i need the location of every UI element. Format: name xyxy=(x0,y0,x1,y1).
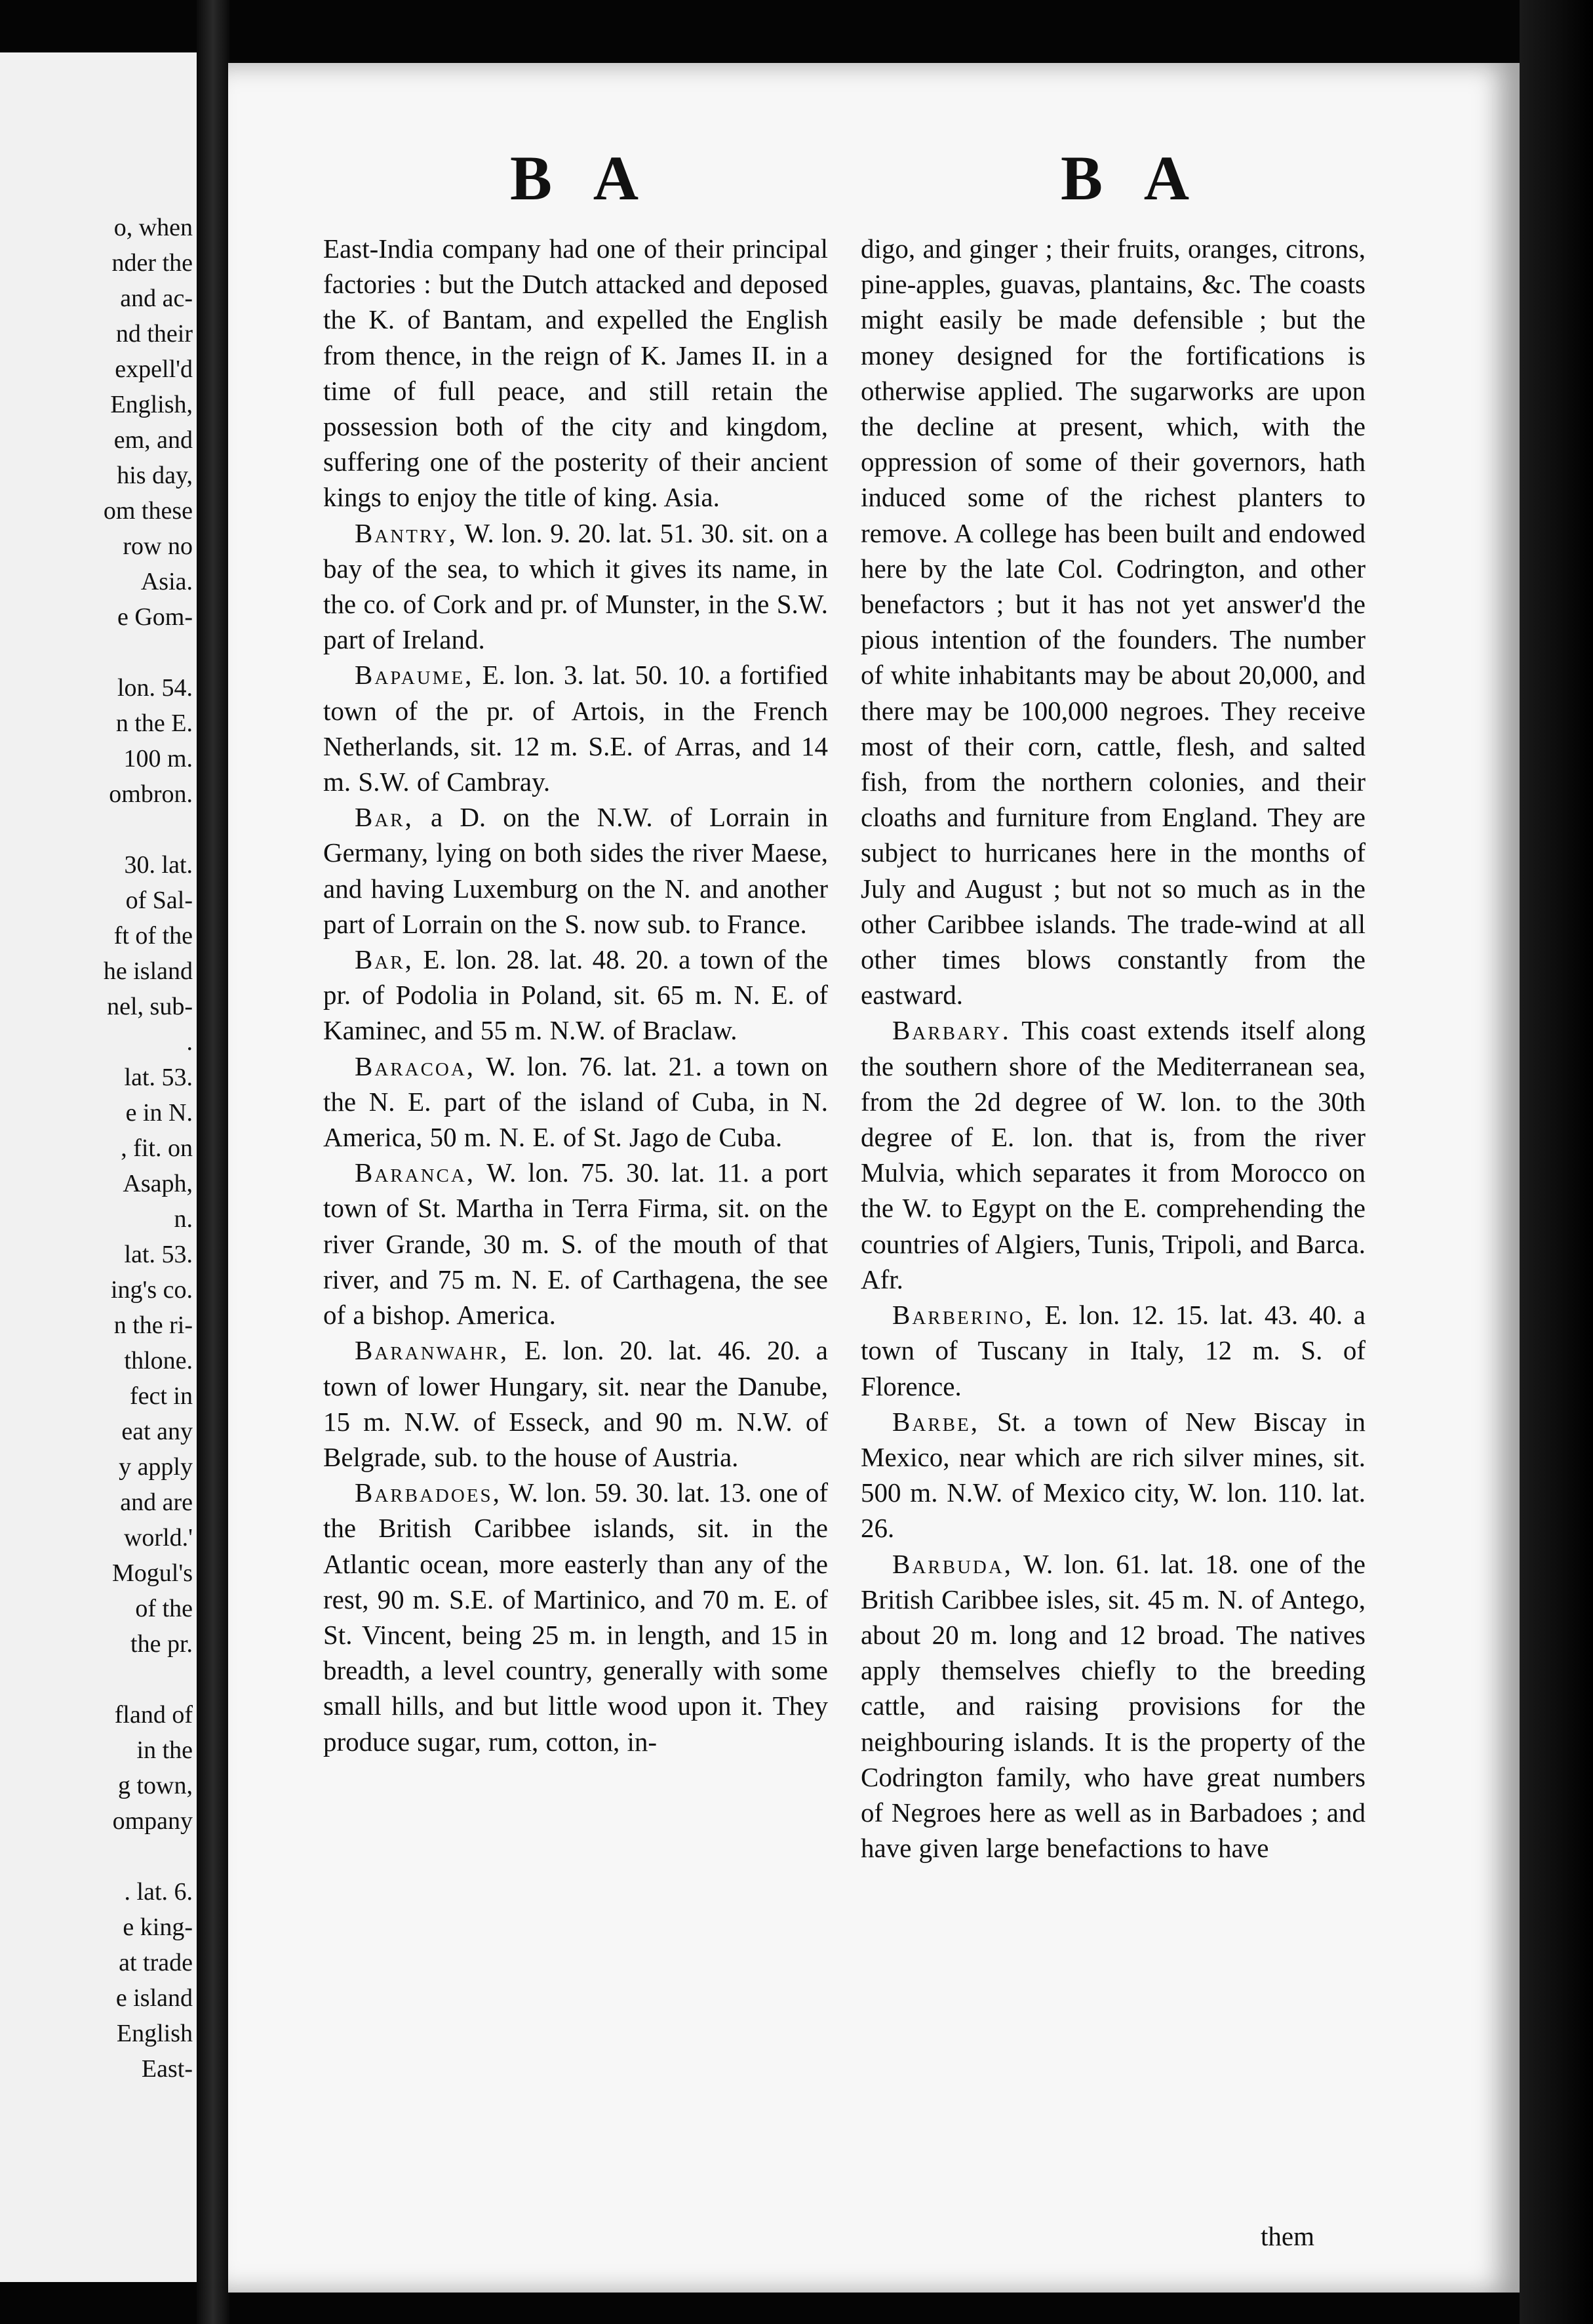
entry-baracoa xyxy=(323,1049,828,1155)
entry-heading: Barberino, xyxy=(892,1300,1034,1331)
entry-heading: Bar, xyxy=(355,802,414,833)
left-page-line: , fit. on xyxy=(121,1134,193,1162)
book-gutter xyxy=(197,0,229,2324)
entry-bar-2 xyxy=(323,942,828,1049)
entry-body: W. lon. 61. lat. 18. one of the British Caribbee isles, sit. 45 m. N. of Antego, about 20 m. long and 12 broad. The natives apply themselves chiefly to the breeding cattle, and raising provisions for the neighbouring islands. It is the property of the Codrington family, who have great numbers of Negroes here as well as in Barbadoes ; and have given large benefactions to have xyxy=(861,1548,1366,1864)
entry-barbuda xyxy=(861,1546,1366,1866)
entry-heading: Baracoa, xyxy=(355,1051,476,1081)
entry-body: E. lon. 12. 15. lat. 43. 40. a town of Tuscany in Italy, 12 m. S. of Florence. xyxy=(861,1300,1366,1401)
left-page-line: nel, sub- xyxy=(107,993,193,1020)
left-page-line: em, and xyxy=(113,426,193,454)
left-page-line: nder the xyxy=(111,249,193,277)
entry-heading: Baranwahr, xyxy=(355,1335,509,1366)
book-page xyxy=(228,63,1520,2293)
left-page-line: row no xyxy=(123,532,193,560)
left-page-line: in the xyxy=(136,1736,193,1764)
entry-bantry xyxy=(323,515,828,658)
left-page-line: e king- xyxy=(123,1913,193,1941)
left-page-line: the pr. xyxy=(130,1630,193,1658)
catchword: them xyxy=(1261,2221,1314,2251)
left-page-line: Asaph, xyxy=(123,1170,193,1197)
left-page-line: . xyxy=(186,1028,193,1056)
left-page-line: o, when xyxy=(113,214,193,241)
left-page-line: ombron. xyxy=(109,780,193,808)
left-page-fragment xyxy=(0,52,202,2282)
text-column-1 xyxy=(323,231,828,1759)
left-page-line: 100 m. xyxy=(123,745,193,772)
entry-body: E. lon. 20. lat. 46. 20. a town of lower Hungary, sit. near the Danube, 15 m. N.W. of Esseck, and 90 m. N.W. of Belgrade, sub. to the house of Austria. xyxy=(323,1335,828,1472)
text-column-2 xyxy=(861,231,1366,1866)
entry-heading: Barbuda, xyxy=(892,1548,1013,1579)
left-page-line: n the E. xyxy=(115,710,193,737)
left-page-line: of the xyxy=(135,1595,193,1622)
left-page-line: ompany xyxy=(112,1807,193,1835)
entry-body: W. lon. 9. 20. lat. 51. 30. sit. on a bay of the sea, to which it gives its name, in the co. of Cork and pr. of Munster, in the S.W. part of Ireland. xyxy=(323,517,828,655)
entry-body: W. lon. 75. 30. lat. 11. a port town of St. Martha in Terra Firma, sit. on the river Grande, 30 m. S. of the mouth of that river, and 75 m. N. E. of Carthagena, the see of a bishop. America. xyxy=(323,1157,828,1331)
left-page-line: fect in xyxy=(129,1382,193,1410)
left-page-line: he island xyxy=(103,957,193,985)
left-page-line: English, xyxy=(110,391,193,418)
entry-body: W. lon. 76. lat. 21. a town on the N. E. part of the island of Cuba, in N. America, 50 m. N. E. of St. Jago de Cuba. xyxy=(323,1051,828,1153)
entry-heading: Bapaume, xyxy=(355,660,474,691)
entry-heading: Barbadoes, xyxy=(355,1477,502,1508)
left-page-line: and ac- xyxy=(120,285,193,312)
left-page-line: fland of xyxy=(114,1701,193,1729)
book-edge-shadow xyxy=(1520,0,1593,2324)
left-page-line: Mogul's xyxy=(112,1559,193,1587)
entry-heading: Bantry, xyxy=(355,517,458,548)
paragraph: East-India company had one of their principal factories : but the Dutch attacked and deposed the K. of Bantam, and expelled the English from thence, in the reign of K. James II. in a time of full peace, and still retain the possession both of the city and kingdom, suffering one of the posterity of their ancient kings to enjoy the title of king. Asia. xyxy=(323,233,828,513)
left-page-line: world.' xyxy=(123,1524,193,1552)
running-header-right: B A xyxy=(1061,143,1204,213)
left-page-line xyxy=(104,635,193,670)
left-page-line: Asia. xyxy=(140,568,193,595)
left-page-line: lon. 54. xyxy=(117,674,193,702)
entry-bapaume xyxy=(323,657,828,799)
entry-barbary xyxy=(861,1012,1366,1297)
left-page-line: 30. lat. xyxy=(124,851,193,879)
left-page-line: expell'd xyxy=(115,355,193,383)
entry-baranwahr xyxy=(323,1332,828,1475)
entry-heading: Baranca, xyxy=(355,1157,476,1188)
entry-barbe xyxy=(861,1404,1366,1546)
left-page-line: East- xyxy=(141,2055,193,2083)
left-page-line: g town, xyxy=(118,1772,193,1799)
left-page-line: lat. 53. xyxy=(124,1064,193,1091)
entry-body: This coast extends itself along the southern shore of the Mediterranean sea, from the 2d degree of W. lon. to the 30th degree of E. lon. that is, from the river Mulvia, which separates it from Morocco on the W. to Egypt on the E. comprehending the countries of Algiers, Tunis, Tripoli, and Barca. Afr. xyxy=(861,1015,1366,1294)
entry-body: W. lon. 59. 30. lat. 13. one of the British Caribbee islands, sit. in the Atlantic ocean, more easterly than any of the rest, 90 m. S.E. of Martinico, and 70 m. E. of St. Vincent, being 25 m. in length, and 15 in breadth, a level country, generally with some small hills, and but little wood upon it. They produce sugar, rum, cotton, in- xyxy=(323,1477,828,1757)
entry-bar-1 xyxy=(323,799,828,942)
left-page-line: . lat. 6. xyxy=(124,1878,193,1906)
entry-barbadoes xyxy=(323,1475,828,1759)
left-page-line: om these xyxy=(103,497,193,525)
left-page-line: ing's co. xyxy=(110,1276,193,1304)
left-page-line: n. xyxy=(174,1205,193,1233)
entry-heading: Barbary. xyxy=(892,1015,1011,1046)
left-page-line xyxy=(104,1839,193,1874)
left-page-line xyxy=(104,812,193,847)
left-page-line: thlone. xyxy=(124,1347,193,1374)
left-page-line: at trade xyxy=(119,1949,193,1976)
left-page-line: and are xyxy=(120,1489,193,1516)
paragraph: digo, and ginger ; their fruits, oranges, citrons, pine-apples, guavas, plantains, &c. The coasts might easily be made defensible ; but the money designed for the fortifications is otherwise applied. The sugarworks are upon the decline at present, which, with the oppression of some of their governors, hath induced some of the richest planters to remove. A college has been built and endowed here by the late Col. Codrington, and other benefactors ; but it has not yet answer'd the pious intention of the founders. The number of white inhabitants may be about 20,000, and there may be 100,000 negroes. They receive most of their corn, cattle, flesh, and salted fish, from the northern colonies, and their cloaths and furniture from England. They are subject to hurricanes here in the months of July and August ; but not so much as in the other Caribbee islands. The trade-wind at all other times blows constantly from the eastward. xyxy=(861,233,1366,1011)
running-header-left: B A xyxy=(510,143,654,213)
left-page-line: nd their xyxy=(115,320,193,348)
entry-body: E. lon. 3. lat. 50. 10. a fortified town of the pr. of Artois, in the French Netherlands, sit. 12 m. S.E. of Arras, and 14 m. S.W. of Cambray. xyxy=(323,660,828,797)
entry-heading: Barbe, xyxy=(892,1406,979,1437)
left-page-line: e island xyxy=(115,1984,193,2012)
left-page-line: e in N. xyxy=(125,1099,193,1127)
left-page-line: e Gom- xyxy=(117,603,193,631)
left-page-line: y apply xyxy=(119,1453,193,1481)
left-page-line: his day, xyxy=(117,462,193,489)
entry-heading: Bar, xyxy=(355,944,414,975)
left-page-line: lat. 53. xyxy=(124,1241,193,1268)
left-page-line: English xyxy=(116,2020,193,2047)
entry-body: a D. on the N.W. of Lorrain in Germany, lying on both sides the river Maese, and having Luxemburg on the N. and another part of Lorrain on the S. now sub. to France. xyxy=(323,802,828,939)
entry-body: E. lon. 28. lat. 48. 20. a town of the pr. of Podolia in Poland, sit. 65 m. N. E. of Kaminec, and 55 m. N.W. of Braclaw. xyxy=(323,944,828,1046)
entry-barberino xyxy=(861,1297,1366,1404)
left-page-line: of Sal- xyxy=(125,887,193,914)
left-page-line xyxy=(104,1662,193,1697)
entry-baranca xyxy=(323,1155,828,1332)
left-page-line: eat any xyxy=(121,1418,193,1445)
left-page-line: ft of the xyxy=(113,922,193,950)
left-page-line: n the ri- xyxy=(113,1312,193,1339)
left-page-text xyxy=(104,210,193,2087)
entry-body: St. a town of New Biscay in Mexico, near which are rich silver mines, sit. 500 m. N.W. of Mexico city, W. lon. 110. lat. 26. xyxy=(861,1406,1366,1544)
